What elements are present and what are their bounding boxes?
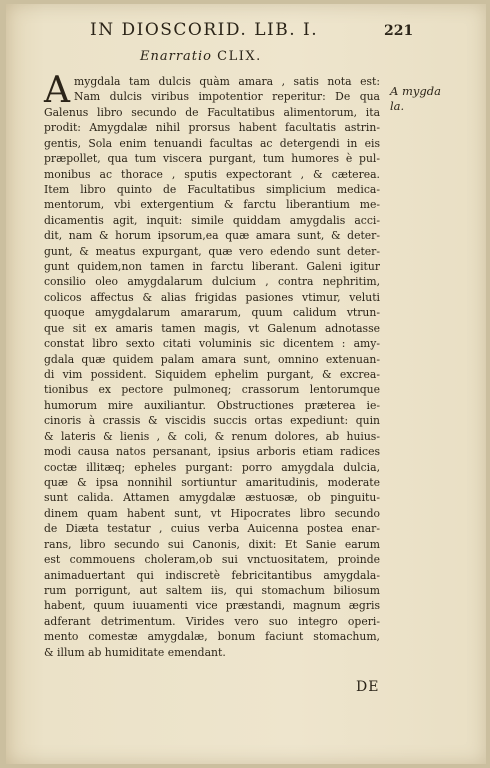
text-line: gunt, & meatus expurgant, quæ vero edendo sunt deter-: [44, 244, 380, 258]
text-line: constat libro sexto citati voluminis sic dicentem : amy-: [44, 337, 380, 351]
text-line: de Diæta testatur , cuius verba Auicenna postea enar-: [44, 522, 380, 536]
text-line: & lateris & lienis , & coli, & renum dolores, ab huius-: [44, 429, 380, 443]
text-line: Item libro quinto de Facultatibus simplicium medica-: [44, 182, 380, 196]
text-line: adferant detrimentum. Virides vero suo integro operi-: [44, 614, 380, 628]
text-line: humorum mire auxiliantur. Obstructiones præterea ie-: [44, 398, 380, 412]
text-line: gdala quæ quidem palam amara sunt, omnino extenuan-: [44, 352, 380, 366]
text-line: Nam dulcis viribus impotentior reperitur: De qua: [74, 90, 380, 104]
text-line: dinem quam habent sunt, vt Hipocrates libro secundo: [44, 506, 380, 520]
text-line: tionibus ex pectore pulmoneq; crassorum lentorumque: [44, 383, 380, 397]
text-line: mento comestæ amygdalæ, bonum faciunt stomachum,: [44, 630, 380, 644]
text-line: est commouens choleram,ob sui vnctuositatem, proinde: [44, 553, 380, 567]
margin-note-line: A mygda: [390, 84, 441, 98]
text-line: gentis, Sola enim tenuandi facultas ac detergendi in eis: [44, 136, 380, 150]
text-line: coctæ illitæq; epheles purgant: porro amygdala dulcia,: [44, 460, 380, 474]
text-line: Galenus libro secundo de Facultatibus alimentorum, ita: [44, 105, 380, 119]
text-line: rum porrigunt, aut saltem iis, qui stomachum biliosum: [44, 583, 380, 597]
text-line: di vim possident. Siquidem ephelim purgant, & excrea-: [44, 368, 380, 382]
section-label: Enarratio: [140, 49, 213, 64]
page-number: 221: [384, 23, 414, 39]
margin-note: [390, 84, 450, 114]
text-line: & illum ab humiditate emendant.: [44, 645, 226, 659]
body-text: [44, 70, 380, 660]
text-line: monibus ac thorace , sputis expectorant , & cæterea.: [44, 167, 380, 181]
text-line: mentorum, vbi extergentium & farctu liberantium me-: [44, 198, 380, 212]
catchword: DE: [356, 679, 380, 695]
text-line: dit, nam & horum ipsorum,ea quæ amara sunt, & deter-: [44, 229, 380, 243]
text-line: modi causa natos persanant, ipsius arboris etiam radices: [44, 445, 380, 459]
text-line: consilio oleo amygdalarum dulcium , contra nephritim,: [44, 275, 380, 289]
text-line: que sit ex amaris tamen magis, vt Galenum adnotasse: [44, 321, 380, 335]
text-line: sunt calida. Attamen amygdalæ æstuosæ, ob pinguitu-: [44, 491, 380, 505]
text-line: cinoris à crassis & viscidis succis ortas expediunt: quin: [44, 414, 380, 428]
text-line: animaduertant qui indiscretè febricitantibus amygdala-: [44, 568, 380, 582]
text-line: colicos affectus & alias frigidas pasiones vtimur, veluti: [44, 290, 380, 304]
text-line: quoque amygdalarum amararum, quum calidum vtrun-: [44, 306, 380, 320]
text-line: quæ & ipsa nonnihil sortiuntur amaritudinis, moderate: [44, 475, 380, 489]
text-line: prodit: Amygdalæ nihil prorsus habent facultatis astrin-: [44, 121, 380, 135]
text-line: præpollet, qua tum viscera purgant, tum humores è pul-: [44, 152, 380, 166]
section-number: CLIX.: [217, 49, 262, 64]
book-page: [6, 4, 486, 764]
text-line: gunt quidem,non tamen in farctu liberant. Galeni igitur: [44, 260, 380, 274]
drop-cap: A: [44, 70, 70, 111]
running-head: IN DIOSCORID. LIB. I.: [90, 20, 319, 40]
text-line: mygdala tam dulcis quàm amara , satis nota est:: [74, 75, 380, 88]
text-line: dicamentis agit, inquit: simile quiddam amygdalis acci-: [44, 213, 380, 227]
margin-note-line: la.: [390, 99, 405, 113]
text-line: rans, libro secundo sui Canonis, dixit: Et Sanie earum: [44, 537, 380, 551]
section-title: [140, 49, 262, 64]
text-line: habent, quum iuuamenti vice præstandi, magnum ægris: [44, 599, 380, 613]
